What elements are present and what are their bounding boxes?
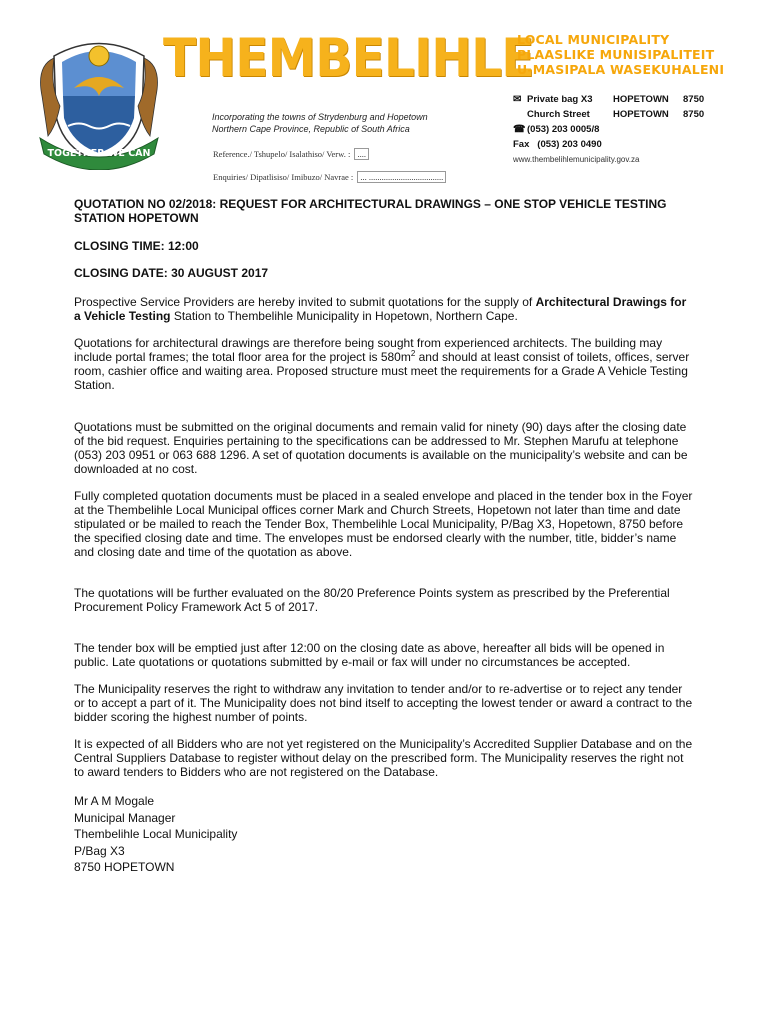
envelope-icon: ✉ bbox=[513, 94, 522, 105]
phone-row: ☎ (053) 203 0005/8 bbox=[513, 124, 600, 135]
paragraph-tender-box: The tender box will be emptied just after 12:00 on the closing date as above, hereafter all bids will be opened in public. Late quotations or quotations submitted by e-mail or fax will under no circumstances be accepted. bbox=[74, 641, 665, 669]
signatory-title: Municipal Manager bbox=[74, 810, 176, 825]
reference-field: .... bbox=[354, 148, 369, 160]
signatory-postal: P/Bag X3 bbox=[74, 843, 125, 858]
enquiries-label: Enquiries/ Dipatlisiso/ Imibuzo/ Navrae : bbox=[213, 172, 354, 182]
paragraph-reservation: The Municipality reserves the right to withdraw any invitation to tender and/or to re-advertise or to reject any tender or to accept a part of it. The Municipality does not bind itself to accepting the lowest tender or award a contract to the bidder scoring the highest number of points. bbox=[74, 682, 693, 724]
phone-icon: ☎ bbox=[513, 124, 526, 135]
paragraph-evaluation: The quotations will be further evaluated on the 80/20 Preference Points system as prescribed by the Preferential Procurement Policy Framework Act 5 of 2017. bbox=[74, 586, 670, 614]
paragraph-submission: Fully completed quotation documents must be placed in a sealed envelope and placed in the tender box in the Foyer at the Thembelihle Local Municipal offices corner Mark and Church Streets, Hopetown not later than time and date stipulated or be mailed to reach the Tender Box, Thembelihle Local Municipality, P/Bag X3, Hopetown, 8750 before the specified closing date and time. The envelopes must be endorsed clearly with the number, title, bidder’s name and closing date and time of the quotation as above. bbox=[74, 489, 693, 559]
signatory-name: Mr A M Mogale bbox=[74, 794, 155, 808]
paragraph-invitation: Prospective Service Providers are hereby invited to submit quotations for the supply of Architectural Drawings for a Vehicle Testing Station to Thembelihle Municipality in Hopetown, Northern Cape. bbox=[74, 295, 687, 323]
enquiries-field: ... ................................... bbox=[357, 171, 446, 183]
incorporating-line-1: Incorporating the towns of Strydenburg and Hopetown bbox=[212, 112, 428, 122]
paragraph-registration: It is expected of all Bidders who are not yet registered on the Municipality’s Accredited Supplier Database and on the Central Suppliers Database to register without delay on the prescribed form. The Municipality reserves the right not to award tenders to Bidders who are not registered on the Database. bbox=[74, 737, 693, 779]
website-link[interactable]: www.thembelihlemunicipality.gov.za bbox=[513, 155, 640, 164]
municipality-line-xhosa: U-MASIPALA WASEKUHALENI bbox=[517, 62, 725, 77]
signatory-town: 8750 HOPETOWN bbox=[74, 860, 175, 874]
crest-motto: TOGETHER WE CAN bbox=[47, 148, 151, 159]
street-address-row: Church Street HOPETOWN 8750 bbox=[527, 109, 705, 120]
reference-line bbox=[213, 149, 369, 159]
postal-address-row: ✉ Private bag X3 HOPETOWN 8750 bbox=[513, 94, 705, 105]
municipality-line-afrikaans: PLAASLIKE MUNISIPALITEIT bbox=[517, 47, 715, 62]
paragraph-validity: Quotations must be submitted on the original documents and remain valid for ninety (90) days after the closing date of the bid request. Enquiries pertaining to the specifications can be addressed to Mr. Stephen Marufu at telephone (053) 203 0951 or 063 688 1296. A set of quotation documents is available on the municipality’s website and can be downloaded at no cost. bbox=[74, 420, 688, 476]
incorporating-line-2: Northern Cape Province, Republic of South Africa bbox=[212, 124, 410, 134]
paragraph-scope: Quotations for architectural drawings are therefore being sought from experienced architects. The building may include portal frames; the total floor area for the project is $580m^2$ and should at least consist of toilets, offices, server room, cashier office and waiting area. Proposed structure must meet the requirements for a Grade A Vehicle Testing Station. bbox=[74, 336, 690, 392]
document-body bbox=[74, 197, 694, 876]
municipal-crest-logo bbox=[34, 26, 164, 170]
signature-block bbox=[74, 793, 694, 876]
signatory-organisation: Thembelihle Local Municipality bbox=[74, 827, 238, 841]
closing-date: CLOSING DATE: 30 AUGUST 2017 bbox=[74, 266, 269, 280]
municipality-names bbox=[517, 32, 757, 77]
contact-block bbox=[513, 93, 704, 168]
reference-label: Reference./ Tshupelo/ Isalathiso/ Verw. : bbox=[213, 149, 351, 159]
municipality-line-english: LOCAL MUNICIPALITY bbox=[517, 32, 670, 47]
incorporating-note bbox=[212, 111, 428, 135]
closing-time: CLOSING TIME: 12:00 bbox=[74, 239, 199, 253]
fax-row: Fax (053) 203 0490 bbox=[513, 139, 602, 150]
brand-wordmark: THEMBELIHLE bbox=[163, 28, 534, 89]
enquiries-line bbox=[213, 172, 446, 182]
document-title: QUOTATION NO 02/2018: REQUEST FOR ARCHITECTURAL DRAWINGS – ONE STOP VEHICLE TESTING STATION HOPETOWN bbox=[74, 197, 667, 225]
